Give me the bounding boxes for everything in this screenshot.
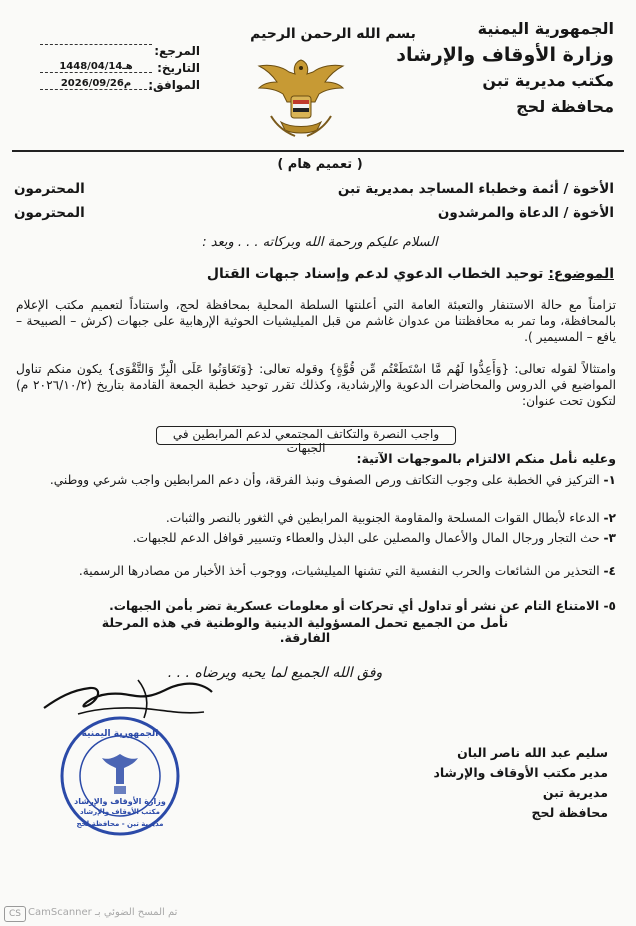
closing-line: نأمل من الجميع تحمل المسؤولية الدينية والوطنية في هذه المرحلة الفارقة. (101, 615, 509, 645)
basmala: بسم الله الرحمن الرحيم (250, 26, 416, 42)
signatory-governorate: محافظة لحج (531, 805, 608, 820)
date-row (40, 61, 200, 78)
addressee-1: الأخوة / أئمة وخطباء المساجد بمديرية تبن (337, 181, 614, 197)
office-name: مكتب مديرية تبن (482, 71, 614, 90)
directive-text: حث التجار ورجال المال والأعمال والمصلين على البذل والعطاء وتسيير قوافل الدعم للجبهات. (132, 531, 600, 545)
subject-label: الموضوع: (548, 266, 614, 282)
country-name: الجمهورية اليمنية (477, 19, 614, 38)
addressee-1-honor: المحترمون (14, 181, 85, 197)
directive-text: الدعاء لأبطال القوات المسلحة والمقاومة الجنوبية المرابطين في الثغور بالنصر والثبات. (165, 511, 600, 525)
addressee-line-2 (14, 205, 614, 221)
directive-number: ٥- (603, 599, 616, 613)
signatory-block (388, 743, 608, 823)
addressee-2: الأخوة / الدعاة والمرشدون (437, 205, 614, 221)
date-label: التاريخ: (157, 61, 200, 75)
date-value: 1448/04/14هـ (40, 61, 152, 73)
stamp-bottom-text: مديرية تبن - محافظة لحج (76, 820, 164, 828)
camscanner-logo-icon: CS (4, 906, 26, 922)
reference-block (40, 44, 200, 95)
directive-item (16, 530, 616, 546)
ref-value (40, 44, 152, 45)
stamp-office-text: مكتب الأوقاف والإرشاد (80, 808, 160, 816)
directive-number: ٢- (603, 511, 616, 525)
directive-item (16, 510, 616, 526)
paragraph-2: وامتثالاً لقوله تعالى: {وَأَعِدُّوا لَهُم مَّا اسْتَطَعْتُم مِّن قُوَّةٍ} وقوله تعالى: {وَتَعَاوَنُوا عَلَى الْبِرِّ وَالتَّقْوَى} يكون منكم تناول المواضيع في الدروس والمحاضرات الدعوية والإرشادية، وكذلك تقرر توحيد خطبة الجمعة القادمة بتاريخ (٢٠٢٦/١٠/٢ م) لتكون تحت عنوان: (16, 362, 616, 408)
circular-title: ( تعميم هام ) (277, 157, 363, 172)
directive-item (16, 598, 616, 614)
directive-number: ٤- (603, 564, 616, 578)
ministry-name: وزارة الأوقاف والإرشاد (396, 44, 614, 66)
governorate-name: محافظة لحج (516, 97, 614, 116)
sermon-title-box: واجب النصرة والتكاتف المجتمعي لدعم المرابطين في الجبهات (156, 426, 456, 445)
header-divider (12, 150, 624, 152)
signatory-title: مدير مكتب الأوقاف والإرشاد (433, 765, 608, 780)
ref-label: المرجع: (154, 44, 200, 58)
greeting: السلام عليكم ورحمة الله وبركاته . . . وبعد : (202, 235, 438, 250)
addressee-line-1 (14, 181, 614, 197)
corresponding-row (40, 78, 200, 95)
signatory-district: مديرية تبن (542, 785, 608, 800)
paragraph-1: تزامناً مع حالة الاستنفار والتعبئة العامة التي أعلنتها السلطة المحلية بمحافظة لحج، واستناداً لتعميم مكتب الإعلام بالمحافظة، وما تمر به محافظتنا من عدوان غاشم من قبل الميليشيات الحوثية الإرهابية على جبهات (كرش – الصبيحة – يافع – المسيمير ). (16, 298, 616, 344)
directive-number: ٣- (603, 531, 616, 545)
stamp-top-text: الجمهورية اليمنية (81, 729, 159, 739)
camscanner-watermark: تم المسح الضوئي بـ CamScanner (28, 907, 178, 918)
ref-row (40, 44, 200, 61)
stamp-ministry-text: وزارة الأوقاف والإرشاد (74, 797, 166, 806)
directive-number: ١- (603, 473, 616, 487)
signatory-name: سليم عبد الله ناصر البان (457, 745, 608, 760)
corresponding-value: 2026/09/26م (40, 78, 152, 90)
subject-text: توحيد الخطاب الدعوي لدعم وإسناد جبهات القتال (206, 266, 544, 282)
closing-wish: وفق الله الجميع لما يحبه ويرضاه . . . (167, 665, 383, 681)
directive-text: التركيز في الخطبة على وجوب التكاتف ورص الصفوف ونبذ الفرقة، وأن دعم المرابطين واجب شرعي ووطني. (49, 473, 600, 487)
directive-text: الامتناع التام عن نشر أو تداول أي تحركات أو معلومات عسكرية تضر بأمن الجبهات. (109, 599, 600, 613)
eagle-emblem-icon (255, 52, 347, 142)
directive-item (16, 563, 616, 579)
directives-intro: وعليه نأمل منكم الالتزام بالموجهات الآتية: (356, 451, 616, 466)
directive-item (16, 472, 616, 488)
letterhead (384, 16, 614, 120)
corresponding-label: الموافق: (148, 78, 200, 92)
subject-line (14, 266, 614, 282)
directive-text: التحذير من الشائعات والحرب النفسية التي تشنها الميليشيات، ووجوب أخذ الأخبار من مصادرها الرسمية. (78, 564, 600, 578)
addressee-2-honor: المحترمون (14, 205, 85, 221)
official-stamp (58, 714, 182, 838)
